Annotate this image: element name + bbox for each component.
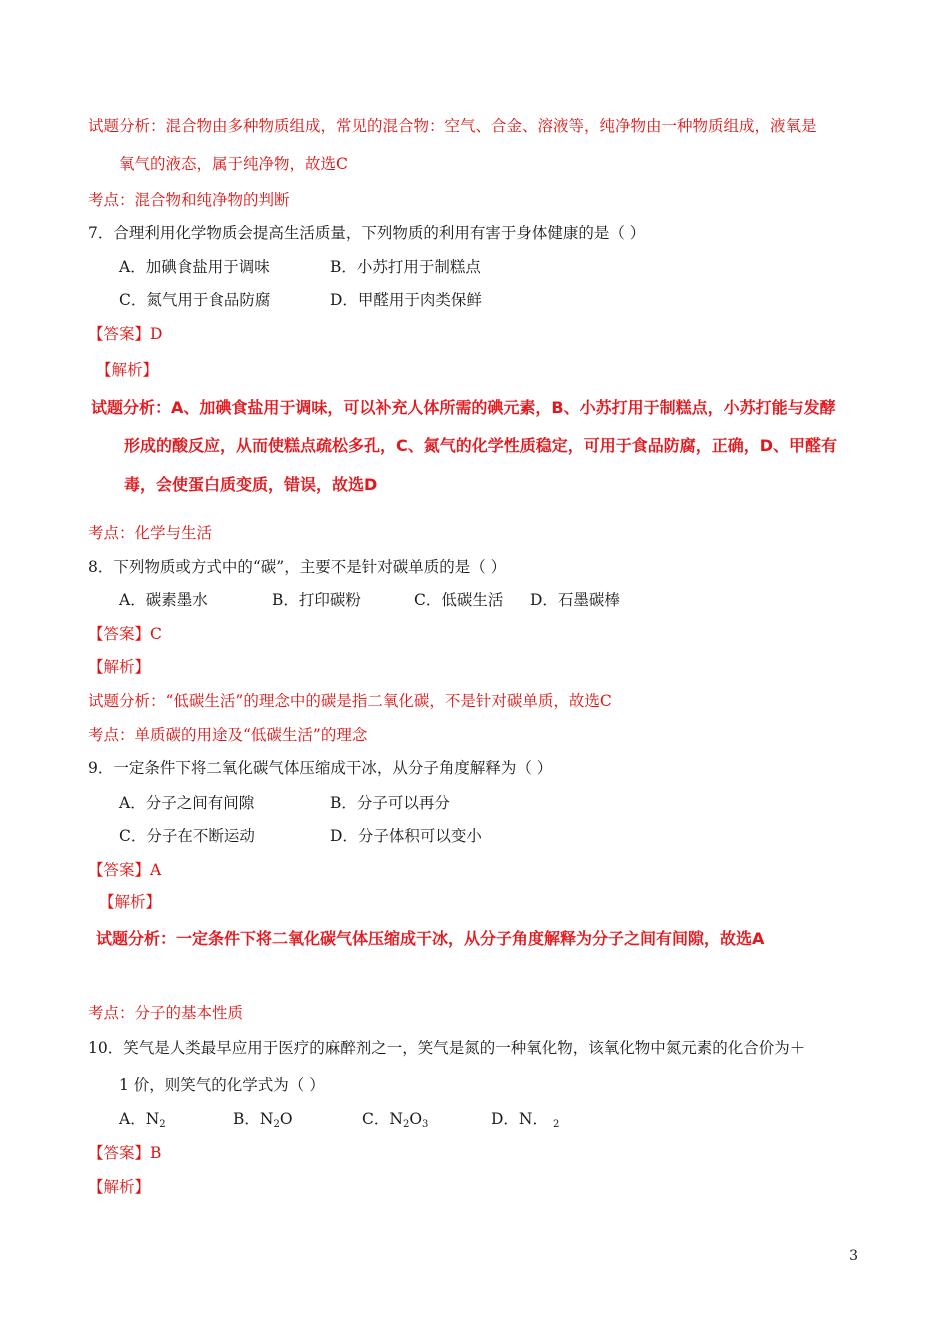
q7-option-c: C．氮气用于食品防腐 <box>119 291 271 309</box>
q8-topic: 考点：单质碳的用途及“低碳生活”的理念 <box>88 726 368 744</box>
q7-option-b: B．小苏打用于制糕点 <box>330 258 481 276</box>
q8-option-b: B．打印碳粉 <box>272 591 361 609</box>
q7-option-d: D．甲醛用于肉类保鲜 <box>330 291 482 309</box>
q10-option-c: C．$N_2O_3$ <box>362 1110 429 1130</box>
q10-stem-line-1: 10．笑气是人类最早应用于医疗的麻醉剂之一，笑气是氮的一种氧化物，该氧化物中氮元素的化合价为＋ <box>88 1039 806 1057</box>
q8-option-c: C．低碳生活 <box>414 591 504 609</box>
q9-stem: 9．一定条件下将二氧化碳气体压缩成干冰，从分子角度解释为（ ） <box>88 759 553 777</box>
q8-option-d: D．石墨碳棒 <box>530 591 620 609</box>
q6-analysis-line-2: 氧气的液态，属于纯净物，故选C <box>119 155 348 173</box>
q9-topic: 考点：分子的基本性质 <box>88 1004 244 1022</box>
q9-answer: 【答案】A <box>88 861 162 879</box>
q7-jiexi-heading: 【解析】 <box>96 361 159 379</box>
q7-option-a: A．加碘食盐用于调味 <box>119 258 270 276</box>
q9-jiexi-heading: 【解析】 <box>99 893 162 911</box>
q10-option-b: B．$N_2O$ <box>233 1110 293 1130</box>
q8-stem: 8．下列物质或方式中的“碳”，主要不是针对碳单质的是（ ） <box>88 558 507 576</box>
q7-analysis-line-1: 试题分析：A、加碘食盐用于调味，可以补充人体所需的碘元素，B、小苏打用于制糕点，小苏打能与发酵 <box>91 398 836 417</box>
q9-option-a: A．分子之间有间隙 <box>119 794 255 812</box>
q7-analysis-line-3: 毒，会使蛋白质变质，错误，故选D <box>124 475 378 494</box>
q10-stem-line-2: 1 价，则笑气的化学式为（ ） <box>119 1076 325 1094</box>
q8-analysis: 试题分析：“低碳生活”的理念中的碳是指二氧化碳，不是针对碳单质，故选C <box>88 692 612 710</box>
q7-stem: 7．合理利用化学物质会提高生活质量，下列物质的利用有害于身体健康的是（ ） <box>88 224 646 242</box>
q10-option-a: A．$N_2$ <box>119 1110 166 1130</box>
q10-option-d: D．N． $_2$ <box>491 1110 560 1130</box>
q8-jiexi-heading: 【解析】 <box>88 658 151 676</box>
q6-analysis-line-1: 试题分析：混合物由多种物质组成，常见的混合物：空气、合金、溶液等，纯净物由一种物质组成，液氧是 <box>88 117 817 135</box>
q10-jiexi-heading: 【解析】 <box>88 1178 151 1196</box>
q9-option-b: B．分子可以再分 <box>330 794 450 812</box>
q7-analysis-line-2: 形成的酸反应，从而使糕点疏松多孔，C、氮气的化学性质稳定，可用于食品防腐，正确，D、甲醛有 <box>124 436 838 455</box>
page-number: 3 <box>849 1248 858 1264</box>
q9-analysis: 试题分析：一定条件下将二氧化碳气体压缩成干冰，从分子角度解释为分子之间有间隙，故选A <box>96 929 765 948</box>
q8-option-a: A．碳素墨水 <box>119 591 208 609</box>
q8-answer: 【答案】C <box>88 625 162 643</box>
q7-topic: 考点：化学与生活 <box>88 524 213 542</box>
q9-option-d: D．分子体积可以变小 <box>330 827 482 845</box>
q7-answer: 【答案】D <box>88 325 163 343</box>
q9-option-c: C．分子在不断运动 <box>119 827 255 845</box>
q10-answer: 【答案】B <box>88 1144 162 1162</box>
q6-topic: 考点：混合物和纯净物的判断 <box>88 191 290 209</box>
